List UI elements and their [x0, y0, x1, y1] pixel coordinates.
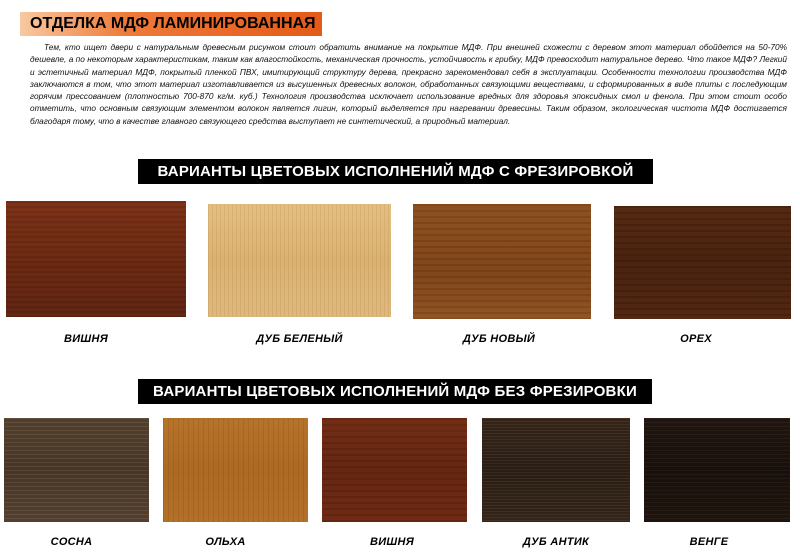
section-title-plain: ВАРИАНТЫ ЦВЕТОВЫХ ИСПОЛНЕНИЙ МДФ БЕЗ ФРЕЗИРОВКИ	[138, 379, 652, 404]
swatch-label: ОЛЬХА	[205, 536, 246, 548]
swatch-label: ДУБ НОВЫЙ	[462, 333, 536, 345]
swatch-label: ДУБ БЕЛЕНЫЙ	[256, 333, 343, 345]
swatch-antique-oak	[482, 418, 630, 522]
swatch-label: ВИШНЯ	[63, 333, 109, 345]
swatch-label: ВИШНЯ	[369, 536, 415, 548]
page-title: ОТДЕЛКА МДФ ЛАМИНИРОВАННАЯ	[20, 12, 322, 36]
intro-paragraph: Тем, кто ищет двери с натуральным древесным рисунком стоит обратить внимание на покрытие МДФ. При внешней схожести с деревом этот материал обойдется на 50-70% дешевле, а по некоторым характеристикам, таким как влагостойкость, механическая прочность, устойчивость к грибку, МДФ превосходит натуральное дерево. Что такое МДФ? Легкий и эстетичный материал МДФ, покрытый пленкой ПВХ, имитирующий структуру дерева, прекрасно зарекомендовал себя в эксплуатации. Особенности технологии производства МДФ заключаются в том, что этот материал изготавливается из высушенных древесных волокон, обработанных связующими веществами, и сформированных в виде плиты с последующим горячим прессованием (плотностью 700-870 кг/м. куб.) Технология производства исключает использование вредных для здоровья эпоксидных смол и фенола. При этом стоит особо отметить, что основным связующим элементом волокон является лигин, который выделяется при нагревании древесины. Таким образом, экологическая чистота МДФ достигается благодаря тому, что в качестве главного связующего средства выступает не синтетический, а природный материал.	[30, 42, 787, 126]
swatch-label: ОРЕХ	[680, 333, 712, 345]
swatch-cherry-milled	[6, 201, 186, 317]
swatch-cherry-plain	[322, 418, 467, 522]
swatch-alder	[163, 418, 308, 522]
swatch-wenge	[644, 418, 790, 522]
swatch-bleached-oak	[208, 204, 391, 317]
swatch-label: СОСНА	[50, 536, 93, 548]
swatch-walnut	[614, 206, 791, 319]
swatch-new-oak	[413, 204, 591, 319]
swatch-pine	[4, 418, 149, 522]
section-title-milled: ВАРИАНТЫ ЦВЕТОВЫХ ИСПОЛНЕНИЙ МДФ С ФРЕЗИРОВКОЙ	[138, 159, 653, 184]
swatch-label: ДУБ АНТИК	[522, 536, 590, 548]
swatch-label: ВЕНГЕ	[689, 536, 729, 548]
